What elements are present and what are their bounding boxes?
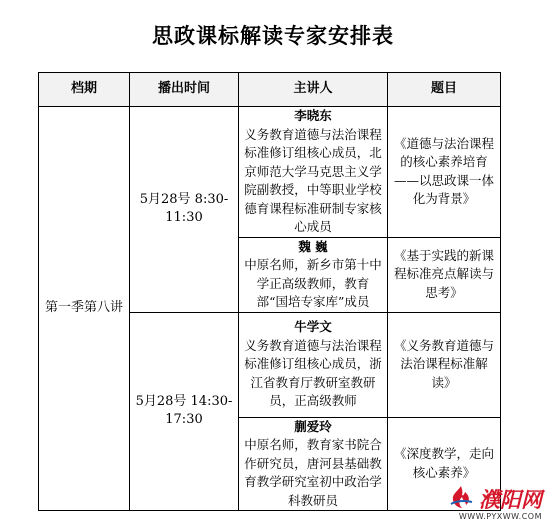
speaker-cell xyxy=(239,312,388,417)
watermark-url: WWW.PYXWW.COM xyxy=(458,512,542,521)
topic-cell: 《深度教学，走向核心素养》 xyxy=(388,417,501,511)
speaker-cell xyxy=(239,237,388,312)
header-broadcast-time: 播出时间 xyxy=(130,73,239,107)
speaker-name: 蒯爱玲 xyxy=(294,418,332,434)
time-cell: 5月28号 8:30-11:30 xyxy=(130,107,239,313)
speaker-bio: 中原名师，新乡市第十中学正高级教师，教育部“国培专家库”成员 xyxy=(244,257,382,309)
speaker-bio: 义务教育道德与法治课程标准修订组核心成员，浙江省教育厅教研室教研员，正高级教师 xyxy=(244,337,382,409)
watermark-text: 濮阳网 xyxy=(479,488,542,512)
period-cell: 第一季第八讲 xyxy=(39,107,130,511)
speaker-name: 牛学文 xyxy=(294,319,332,335)
header-speaker: 主讲人 xyxy=(239,73,388,107)
table-header-row xyxy=(39,73,501,107)
page-title: 思政课标解读专家安排表 xyxy=(152,23,394,48)
flame-logo-icon xyxy=(448,485,474,513)
topic-cell: 《道德与法治课程的核心素养培育——以思政课一体化为背景》 xyxy=(388,107,501,238)
speaker-bio: 义务教育道德与法治课程标准修订组核心成员，北京师范大学马克思主义学院副教授，中等职业学校德育课程标准研制专家核心成员 xyxy=(244,126,382,234)
speaker-cell xyxy=(239,107,388,238)
table-row xyxy=(39,107,501,238)
topic-cell: 《义务教育道德与法治课程标准解读》 xyxy=(388,312,501,417)
schedule-table xyxy=(38,72,501,511)
time-cell: 5月28号 14:30-17:30 xyxy=(130,312,239,511)
speaker-bio: 中原名师，教育家书院合作研究员，唐河县基础教育教学研究室初中政治学科教研员 xyxy=(244,437,382,508)
speaker-name: 魏 巍 xyxy=(298,238,328,254)
header-topic: 题目 xyxy=(388,73,501,107)
speaker-cell xyxy=(239,417,388,511)
speaker-name: 李晓东 xyxy=(294,108,332,123)
header-period: 档期 xyxy=(39,73,130,107)
topic-cell: 《基于实践的新课程标准亮点解读与思考》 xyxy=(388,237,501,312)
site-watermark xyxy=(448,484,542,521)
